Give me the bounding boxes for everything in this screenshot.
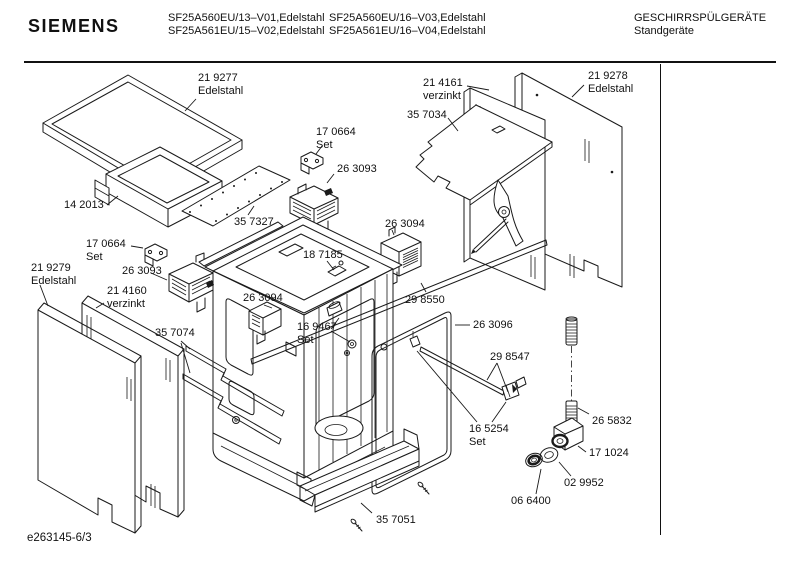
part-number: 26 3096 xyxy=(473,319,513,331)
product-category: GESCHIRRSPÜLGERÄTE xyxy=(634,12,767,24)
connector-block-left-drawing xyxy=(169,253,214,312)
model-line: SF25A560EU/16–V03,Edelstahl xyxy=(329,12,486,24)
part-note: Edelstahl xyxy=(588,82,634,95)
part-number: 21 9278 xyxy=(588,70,628,82)
part-number: 35 7074 xyxy=(155,327,195,339)
part-number: 35 7051 xyxy=(376,514,416,526)
part-note: verzinkt xyxy=(107,297,145,310)
part-number: 26 3093 xyxy=(337,163,377,175)
part-note: Edelstahl xyxy=(198,84,244,97)
part-number: 06 6400 xyxy=(511,495,551,507)
part-number: 29 8550 xyxy=(405,294,445,306)
part-number: 26 5832 xyxy=(592,415,632,427)
model-line: SF25A561EU/15–V02,Edelstahl xyxy=(168,25,325,37)
part-note: Set xyxy=(316,138,333,151)
fixing-bracket-left-drawing xyxy=(145,244,167,266)
part-number: 14 2013 xyxy=(64,199,104,211)
part-number: 21 9279 xyxy=(31,262,71,274)
part-number: 26 3093 xyxy=(122,265,162,277)
part-number: 35 7034 xyxy=(407,109,447,121)
model-line: SF25A560EU/13–V01,Edelstahl xyxy=(168,12,325,24)
part-number: 17 1024 xyxy=(589,447,629,459)
part-number: 16 5254 xyxy=(469,423,509,435)
part-number: 02 9952 xyxy=(564,477,604,489)
door-axle-drawing xyxy=(410,331,526,400)
part-note: verzinkt xyxy=(423,89,461,102)
screw-icon xyxy=(350,518,362,531)
part-number: 26 3094 xyxy=(243,292,283,304)
part-number: 35 7327 xyxy=(234,216,274,228)
part-note: Set xyxy=(297,333,314,346)
part-number: 26 3094 xyxy=(385,218,425,230)
part-note: Edelstahl xyxy=(31,274,77,287)
product-type: Standgeräte xyxy=(634,25,694,37)
part-number: 21 4160 xyxy=(107,285,147,297)
part-number: 29 8547 xyxy=(490,351,530,363)
part-number: 17 0664 xyxy=(86,238,126,250)
model-line: SF25A561EU/16–V04,Edelstahl xyxy=(329,25,486,37)
part-number: 18 7185 xyxy=(303,249,343,261)
drawing-number: e263145-6/3 xyxy=(27,532,92,544)
fixing-bracket-top-drawing xyxy=(301,152,323,174)
part-number: 21 4161 xyxy=(423,77,463,89)
part-note: Set xyxy=(469,435,486,448)
adjustable-foot-drawing xyxy=(524,317,583,469)
screw-icon xyxy=(417,481,429,494)
siemens-logo: SIEMENS xyxy=(28,16,120,36)
part-number: 17 0664 xyxy=(316,126,356,138)
part-note: Set xyxy=(86,250,103,263)
part-number: 21 9277 xyxy=(198,72,238,84)
part-number: 16 9467 xyxy=(297,321,337,333)
